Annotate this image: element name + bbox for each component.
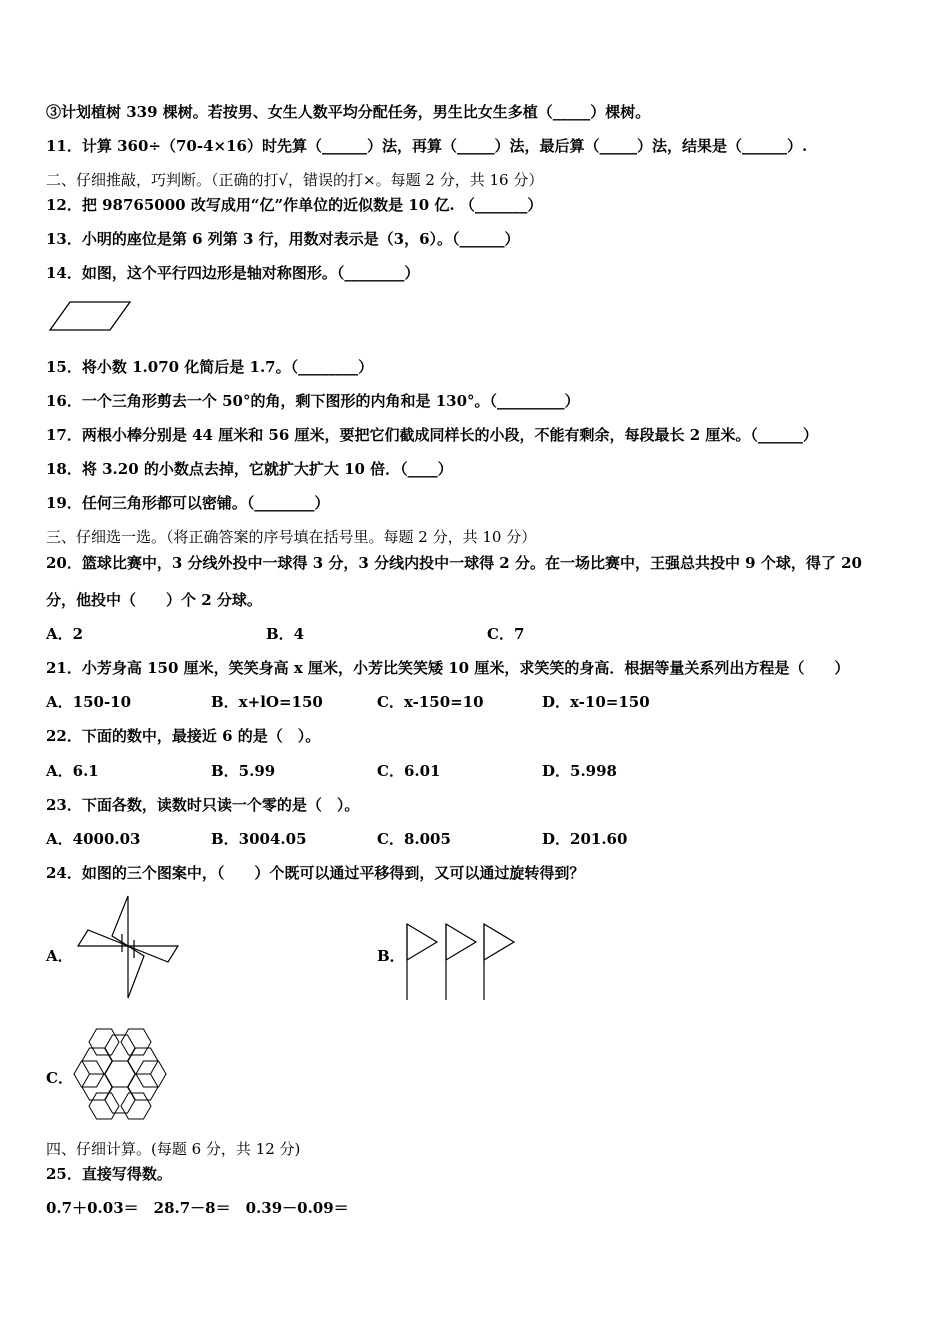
question-23: 23．下面各数，读数时只读一个零的是（ ）。 — [46, 796, 360, 814]
section-4-heading: 四、仔细计算。(每题 6 分，共 12 分) — [46, 1140, 301, 1158]
question-19: 19．任何三角形都可以密铺。（________） — [46, 494, 330, 512]
q10-sub3: ③计划植树 339 棵树。若按男、女生人数平均分配任务，男生比女生多植（_____）棵树。 — [46, 103, 651, 121]
question-22: 22．下面的数中，最接近 6 的是（ ）。 — [46, 727, 321, 745]
question-14: 14．如图，这个平行四边形是轴对称图形。（________） — [46, 264, 420, 282]
q23-option-b: B．3004.05 — [211, 830, 307, 848]
q21-option-c: C．x-150=10 — [377, 693, 484, 711]
q21-option-b: B．x+lO=150 — [211, 693, 323, 711]
q24-option-c: C． — [46, 1069, 73, 1087]
q22-option-c: C．6.01 — [377, 762, 441, 780]
q22-option-d: D．5.998 — [542, 762, 617, 780]
question-17: 17．两根小棒分别是 44 厘米和 56 厘米，要把它们截成同样长的小段，不能有剩余，每段最长 2 厘米。（______） — [46, 426, 818, 444]
question-20-line1: 20．篮球比赛中，3 分线外投中一球得 3 分，3 分线内投中一球得 2 分。在一场比赛中，王强总共投中 9 个球，得了 20 — [46, 554, 862, 572]
question-13: 13．小明的座位是第 6 列第 3 行，用数对表示是（3，6）。（______） — [46, 230, 520, 248]
q23-option-a: A．4000.03 — [46, 830, 141, 848]
hexagons-figure — [74, 1026, 166, 1122]
question-11: 11．计算 360÷（70-4×16）时先算（______）法，再算（_____）法，最后算（_____）法，结果是（______）. — [46, 137, 808, 155]
q24-option-b: B． — [377, 947, 405, 965]
q22-option-a: A．6.1 — [46, 762, 99, 780]
q21-option-d: D．x-10=150 — [542, 693, 650, 711]
question-18: 18．将 3.20 的小数点去掉，它就扩大扩大 10 倍．（____） — [46, 460, 453, 478]
section-2-heading: 二、仔细推敲，巧判断。（正确的打√，错误的打×。每题 2 分，共 16 分） — [46, 171, 544, 189]
q23-option-d: D．201.60 — [542, 830, 628, 848]
flags-figure — [404, 922, 516, 1002]
question-25-calculations: 0.7＋0.03＝ 28.7－8＝ 0.39－0.09＝ — [46, 1199, 349, 1217]
question-16: 16．一个三角形剪去一个 50°的角，剩下图形的内角和是 130°。（_________） — [46, 392, 580, 410]
question-25: 25．直接写得数。 — [46, 1165, 172, 1183]
parallelogram-figure — [48, 300, 132, 332]
question-15: 15．将小数 1.070 化简后是 1.7。（________） — [46, 358, 374, 376]
question-21: 21．小芳身高 150 厘米，笑笑身高 x 厘米，小芳比笑笑矮 10 厘米，求笑笑的身高．根据等量关系列出方程是（ ） — [46, 659, 850, 677]
q20-option-b: B．4 — [266, 625, 305, 643]
q24-option-a: A． — [46, 947, 73, 965]
q20-option-c: C．7 — [487, 625, 525, 643]
q23-option-c: C．8.005 — [377, 830, 451, 848]
q22-option-b: B．5.99 — [211, 762, 276, 780]
question-24: 24．如图的三个图案中，（ ）个既可以通过平移得到，又可以通过旋转得到？ — [46, 864, 585, 882]
question-20-line2: 分，他投中（ ）个 2 分球。 — [46, 591, 262, 609]
question-12: 12．把 98765000 改写成用“亿”作单位的近似数是 10 亿. （_______） — [46, 196, 543, 214]
pinwheel-figure — [76, 894, 182, 1000]
q20-option-a: A．2 — [46, 625, 84, 643]
section-3-heading: 三、仔细选一选。（将正确答案的序号填在括号里。每题 2 分，共 10 分） — [46, 528, 537, 546]
q21-option-a: A．150-10 — [46, 693, 132, 711]
